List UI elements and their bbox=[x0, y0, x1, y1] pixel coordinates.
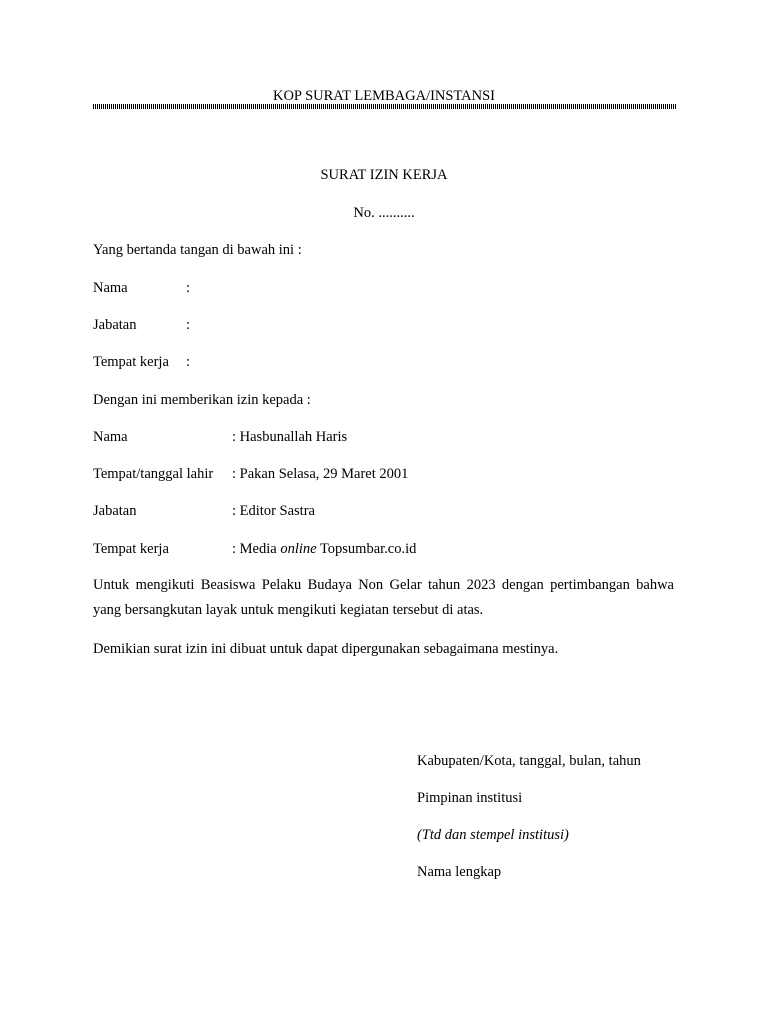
intro-text: Yang bertanda tangan di bawah ini : bbox=[93, 242, 302, 258]
field-value-suffix: Topsumbar.co.id bbox=[316, 541, 417, 557]
signature-place-date: Kabupaten/Kota, tanggal, bulan, tahun bbox=[417, 753, 641, 769]
field-value-prefix: : Media bbox=[232, 541, 281, 557]
field-value: : Editor Sastra bbox=[232, 503, 315, 519]
field-label: Nama bbox=[93, 280, 128, 296]
letter-title: SURAT IZIN KERJA bbox=[320, 167, 448, 183]
purpose-paragraph: Untuk mengikuti Beasiswa Pelaku Budaya Non Gelar tahun 2023 dengan pertimbangan bahwa yang bersangkutan layak untuk mengikuti kegiatan tersebut di atas. bbox=[93, 577, 674, 618]
field-label: Tempat kerja bbox=[93, 541, 169, 557]
signature-note-text: (Ttd dan stempel institusi) bbox=[417, 827, 569, 843]
signature-name: Nama lengkap bbox=[417, 864, 502, 880]
employee-field-name bbox=[93, 428, 347, 446]
letterhead-divider bbox=[93, 104, 677, 109]
employee-field-workplace bbox=[93, 540, 416, 558]
signature-position: Pimpinan institusi bbox=[417, 790, 523, 806]
field-label: Tempat kerja bbox=[93, 354, 169, 370]
grant-intro-text: Dengan ini memberikan izin kepada : bbox=[93, 392, 311, 408]
signer-field-position bbox=[93, 316, 190, 334]
letterhead-title: KOP SURAT LEMBAGA/INSTANSI bbox=[272, 88, 495, 104]
employee-field-birth bbox=[93, 465, 408, 483]
field-value: : Hasbunallah Haris bbox=[232, 429, 348, 445]
signer-field-workplace bbox=[93, 353, 190, 371]
employee-field-position bbox=[93, 502, 315, 520]
field-label: Jabatan bbox=[93, 317, 137, 333]
letter-number: No. .......... bbox=[353, 205, 415, 221]
closing-text: Demikian surat izin ini dibuat untuk dapat dipergunakan sebagaimana mestinya. bbox=[93, 641, 559, 657]
signature-note bbox=[417, 826, 569, 844]
field-label: Nama bbox=[93, 429, 128, 445]
signer-field-name bbox=[93, 279, 190, 297]
field-value-italic: online bbox=[280, 541, 317, 557]
field-label: Tempat/tanggal lahir bbox=[93, 466, 214, 482]
field-colon: : bbox=[186, 280, 191, 296]
field-colon: : bbox=[186, 354, 191, 370]
field-label: Jabatan bbox=[93, 503, 137, 519]
field-colon: : bbox=[186, 317, 191, 333]
field-value: : Pakan Selasa, 29 Maret 2001 bbox=[232, 466, 409, 482]
